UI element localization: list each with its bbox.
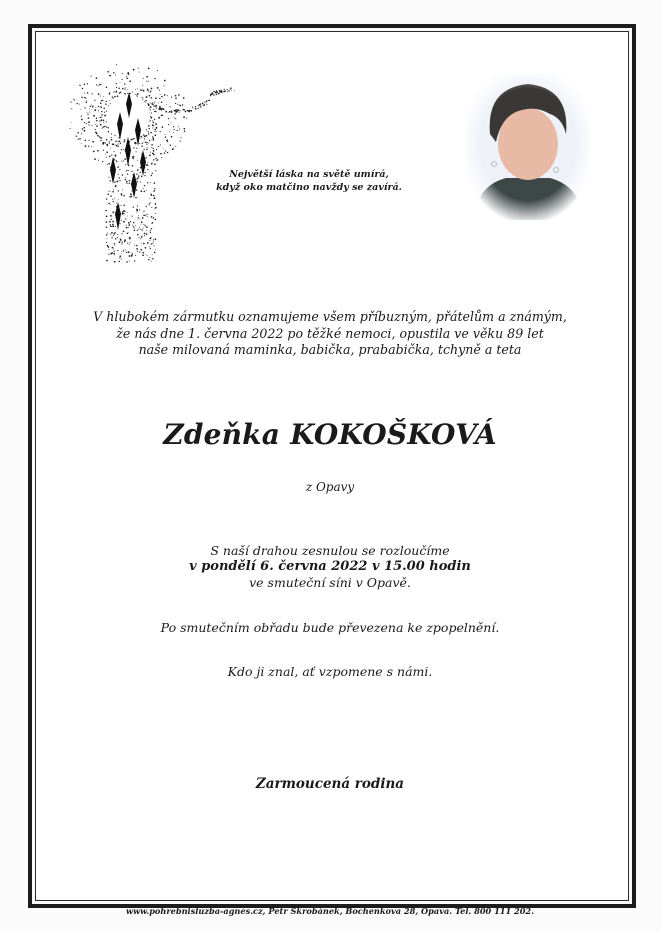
- farewell-date-time: v pondělí 6. června 2022 v 15.00 hodin: [189, 559, 471, 574]
- motto: [200, 168, 418, 194]
- deceased-name: Zdeňka KOKOŠKOVÁ: [163, 418, 497, 451]
- intro-line-3: naše milovaná maminka, babička, prababička, tchyně a teta: [138, 342, 522, 357]
- farewell-line-1: S naší drahou zesnulou se rozloučíme: [210, 543, 450, 558]
- signature: Zarmoucená rodina: [255, 776, 405, 792]
- remembrance: Kdo ji znal, ať vzpomene s námi.: [227, 664, 433, 679]
- origin: z Opavy: [305, 480, 355, 494]
- farewell-info: [130, 543, 530, 591]
- intro-text: [90, 309, 570, 359]
- cremation-note: Po smutečním obřadu bude převezena ke zpopelnění.: [160, 620, 500, 635]
- intro-line-2: že nás dne 1. června 2022 po těžké nemoci, opustila ve věku 89 let: [116, 325, 544, 341]
- candle-moon-ornament-icon: [58, 52, 243, 267]
- intro-line-1: V hlubokém zármutku oznamujeme všem příbuzným, přátelům a známým,: [93, 309, 567, 324]
- portrait-photo: [466, 74, 590, 220]
- farewell-location: ve smuteční síni v Opavě.: [249, 575, 411, 590]
- motto-line-1: Největší láska na světě umírá,: [229, 169, 389, 180]
- ornament-dots: [70, 64, 235, 263]
- motto-line-2: když oko matčino navždy se zavírá.: [216, 182, 402, 193]
- footer-contact: www.pohrebnisluzba-agnes.cz, Petr Škrobánek, Bochenkova 28, Opava. Tel. 800 111 202.: [126, 906, 534, 916]
